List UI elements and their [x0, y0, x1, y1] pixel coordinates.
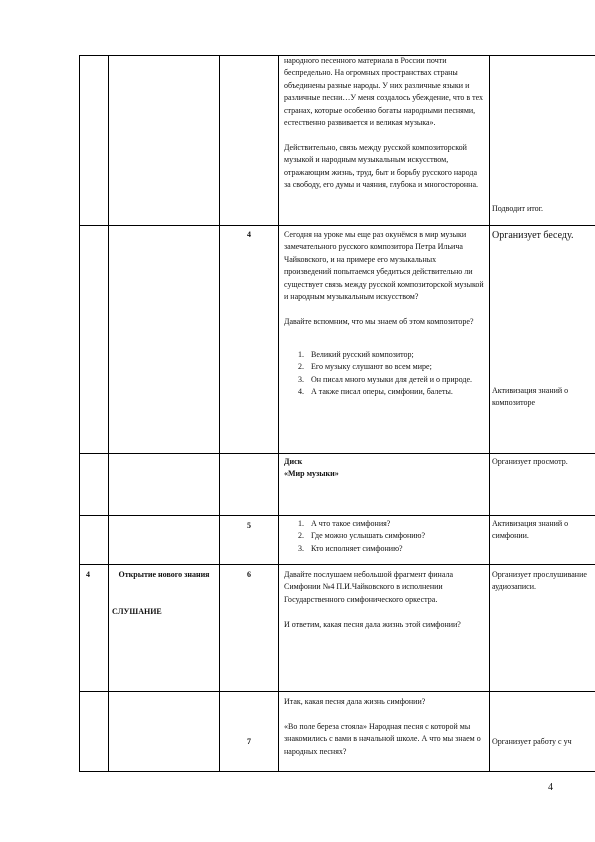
row-divider	[79, 515, 595, 516]
list-item: 2. Его музыку слушают во всем мире;	[298, 362, 432, 372]
column-divider	[108, 55, 109, 772]
row2-activity-bottom: Активизация знаний о композиторе	[492, 386, 569, 408]
row-divider	[79, 564, 595, 565]
row5-stage-number: 4	[86, 570, 90, 579]
row6-step-number: 7	[247, 737, 251, 746]
row4-activity: Активизация знаний о симфонии.	[492, 519, 569, 541]
row5-content: Давайте послушаем небольшой фрагмент финала Симфонии №4 П.И.Чайковского в исполнении Государственного симфонического оркестра. И ответим, какая песня дала жизнь этой симфонии?	[284, 570, 461, 629]
row4-questions-list	[284, 518, 484, 555]
row2-composer-facts-list	[284, 349, 484, 399]
page-number: 4	[548, 782, 553, 793]
row6-content: Итак, какая песня дала жизнь симфонии? «Во поле береза стояла» Народная песня с которой мы знакомились с вами в начальной школе. А что мы знаем о народных песнях?	[284, 697, 481, 756]
column-divider	[489, 55, 490, 772]
row1-content: народного песенного материала в России почти беспредельно. На огромных пространствах страны объединены разные народы. У них различные языки и различные песни…У меня создалось убеждение, что в тех странах, которые особенно богаты народными песнями, естественно развивается и великая музыка». Действительно, связь между русской композиторской музыкой и народным музыкальным искусством, отражающим жизнь, труд, быт и борьбу русского народа за свободу, его думы и чаяния, глубока и многосторонна.	[284, 56, 484, 190]
list-item: 3. Кто исполняет симфонию?	[298, 543, 403, 553]
row-divider	[79, 453, 595, 454]
column-divider	[278, 55, 279, 772]
column-divider	[79, 55, 80, 772]
row1-activity: Подводит итог.	[492, 204, 544, 213]
row4-step-number: 5	[247, 521, 251, 530]
row2-content: Сегодня на уроке мы еще раз окунёмся в мир музыки замечательного русского композитора Петра Ильича Чайковского, и на примере его музыкальных произведений попытаемся убедиться действительно ли существует связь между русской композиторской музыкой и народным музыкальным искусством? Давайте вспомним, что мы знаем об этом композиторе?	[284, 230, 484, 326]
row5-step-number: 6	[247, 570, 251, 579]
row-divider	[79, 691, 595, 692]
list-item: 1. Великий русский композитор;	[298, 350, 414, 359]
list-item: 2. Где можно услышать симфонию?	[298, 531, 426, 541]
row3-content: Диск «Мир музыки»	[284, 457, 339, 479]
row-divider	[79, 225, 595, 226]
row3-activity: Организует просмотр.	[492, 457, 568, 466]
row5-stage-subtitle: СЛУШАНИЕ	[112, 607, 162, 616]
row-divider	[79, 771, 595, 772]
row6-activity: Организует работу с уч	[492, 737, 572, 746]
row2-step-number: 4	[247, 230, 251, 239]
list-item: 4. А также писал оперы, симфонии, балеты.	[298, 387, 453, 397]
row5-stage-title: Открытие нового знания	[118, 570, 210, 579]
list-item: 1. А что такое симфония?	[298, 519, 391, 528]
row5-activity: Организует прослушивание аудиозаписи.	[492, 570, 587, 592]
row2-activity-top: Организует беседу.	[492, 230, 574, 241]
column-divider	[219, 55, 220, 772]
list-item: 3. Он писал много музыки для детей и о природе.	[298, 374, 472, 384]
